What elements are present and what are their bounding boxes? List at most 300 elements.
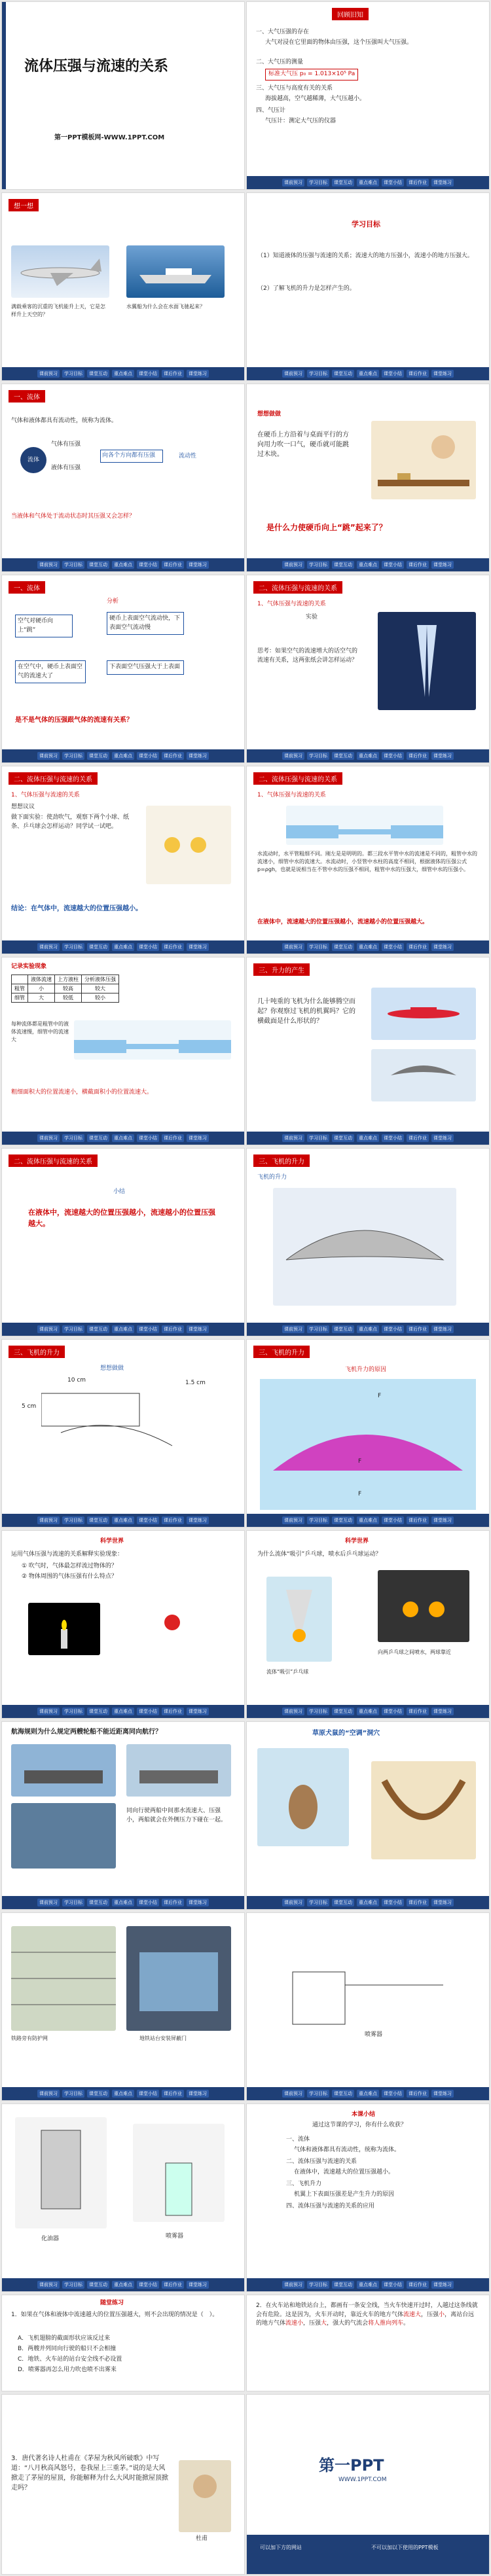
table-cell: 较小: [82, 993, 119, 1003]
wing-model-icon: [41, 1387, 185, 1459]
sprayer-diagram-icon: [273, 1933, 456, 2037]
nav-item[interactable]: 课堂练习: [431, 1708, 454, 1715]
paper-image: [378, 612, 476, 710]
nav-item[interactable]: 课堂练习: [187, 1899, 209, 1906]
record-note: 每种流体都是粗管中的液体流速慢，细管中的流速大: [11, 1021, 69, 1043]
sprayer-label: 喷雾器: [365, 2031, 383, 2038]
nav-item[interactable]: 课堂练习: [431, 2281, 454, 2289]
nav-item[interactable]: 课前预习: [282, 1134, 304, 1142]
goal-1: （1）知道液体的压强与流速的关系；流速大的地方压强小，流速小的地方压强大。: [257, 253, 473, 259]
nav-item[interactable]: 学习目标: [307, 561, 329, 569]
nav-item[interactable]: 课后作业: [407, 179, 429, 187]
nav-item[interactable]: 课堂互动: [87, 2281, 109, 2289]
nav-item[interactable]: 课前预习: [37, 2090, 60, 2098]
nav-item[interactable]: 课后作业: [162, 370, 184, 378]
fluid-question: 当液体和气体处于流动状态时其压强又会怎样？: [11, 513, 136, 520]
slide-think: [1, 192, 245, 381]
nav-item[interactable]: 课堂练习: [187, 943, 209, 951]
nav-item[interactable]: 课前预习: [282, 1899, 304, 1906]
portrait-icon: [179, 2460, 231, 2532]
boat-icon: [126, 245, 225, 298]
nav-item[interactable]: 学习目标: [307, 179, 329, 187]
nav-item[interactable]: 课堂练习: [187, 561, 209, 569]
nav-item[interactable]: 课堂互动: [332, 370, 354, 378]
balls-icon: [378, 1570, 469, 1642]
nav-item[interactable]: 重点难点: [357, 2281, 379, 2289]
slide-practice-3: [1, 2394, 245, 2575]
review-line-3: 二、大气压的测量: [256, 59, 304, 65]
ship-icon: [11, 1744, 116, 1797]
practice-opt-c: C．地铁、火车站的站台安全线不必设置: [18, 2356, 122, 2363]
nav-item[interactable]: 课堂小结: [382, 752, 404, 760]
table-cell: 较大: [82, 984, 119, 993]
nav-item[interactable]: 课堂小结: [382, 943, 404, 951]
nav-bar: [2, 1514, 244, 1527]
q-text: ，压强: [421, 2311, 439, 2318]
ball-text1: 想想议议: [11, 804, 35, 810]
nav-item[interactable]: 课后作业: [162, 2090, 184, 2098]
nav-item[interactable]: 学习目标: [307, 1134, 329, 1142]
wing-profile-icon: [273, 1188, 456, 1306]
nav-item[interactable]: 课堂小结: [382, 1899, 404, 1906]
nav-item[interactable]: 课前预习: [282, 1516, 304, 1524]
nav-item[interactable]: 课前预习: [282, 179, 304, 187]
nav-item[interactable]: 重点难点: [357, 1325, 379, 1333]
tube-text: 水流动时，水平管粗细不同。刚左是是明明的。都三段水平管中水的流速是不同的，粗管中水的流速小，细管中水的流速大。水流动时，小竖管中水柱的高度不相同，根据液体的压强公式 p=ρgh，也就是说相当在不管中水的压强不相同，粗管中水的压强大，细管中水的压强小。: [257, 851, 477, 872]
review-line-8: 气压计：测定大气压的仪器: [265, 118, 336, 124]
ship-image-2: [126, 1744, 231, 1797]
ships-text: 同向行驶两船中间那水流速大、压强小，两船就会在外侧压力下碰在一起。: [126, 1808, 227, 1823]
ball-sub: 1、气体压强与流速的关系: [11, 792, 80, 798]
nav-item[interactable]: 课后作业: [407, 370, 429, 378]
nav-item[interactable]: 课堂练习: [187, 1708, 209, 1715]
nav-item[interactable]: 课堂小结: [382, 1325, 404, 1333]
nav-bar: [247, 1705, 489, 1718]
sprayer-caption: 喷雾器: [166, 2233, 184, 2240]
nav-item[interactable]: 课堂小结: [382, 370, 404, 378]
goal-2: （2）了解飞机的升力是怎样产生的。: [257, 285, 355, 292]
nav-item[interactable]: 课堂小结: [382, 1708, 404, 1715]
nav-item[interactable]: 课堂互动: [332, 2090, 354, 2098]
nav-item[interactable]: 课堂互动: [87, 1325, 109, 1333]
nav-item[interactable]: 课堂小结: [137, 752, 159, 760]
goal-title: 学习目标: [352, 220, 380, 228]
ship-image-1: [11, 1744, 116, 1797]
science1-tag: 科学世界: [100, 1538, 124, 1545]
lift-tag: 三、升力的产生: [253, 963, 310, 976]
nav-item[interactable]: 重点难点: [357, 1134, 379, 1142]
nav-item[interactable]: 课堂小结: [137, 1708, 159, 1715]
slide-end: [246, 2394, 490, 2575]
nav-item[interactable]: 重点难点: [112, 943, 134, 951]
slide-practice-2: [246, 2295, 490, 2391]
nav-item[interactable]: 课前预习: [37, 943, 60, 951]
dim-thick: 1.5 cm: [185, 1380, 206, 1386]
nav-item[interactable]: 课前预习: [282, 1708, 304, 1715]
nav-bar: [2, 367, 244, 380]
nav-item[interactable]: 课堂互动: [332, 179, 354, 187]
coin-tag: 想想做做: [257, 411, 282, 418]
lesson-title: 本课小结: [352, 2111, 376, 2118]
slide-analysis: [1, 575, 245, 763]
liquid-pressure: 液体有压强: [51, 465, 81, 471]
nav-item[interactable]: 学习目标: [307, 1899, 329, 1906]
nav-item[interactable]: 课后作业: [162, 2281, 184, 2289]
analysis-question: 是不是气体的压强跟气体的流速有关系？: [15, 717, 133, 724]
nav-item[interactable]: 重点难点: [112, 1899, 134, 1906]
nav-item[interactable]: 课堂互动: [332, 943, 354, 951]
exp-tag: 二、流体压强与流速的关系: [253, 581, 342, 594]
nav-item[interactable]: 学习目标: [307, 1708, 329, 1715]
all-directions: 向各个方向都有压强: [100, 450, 163, 463]
nav-item[interactable]: 课堂互动: [332, 1325, 354, 1333]
nav-item[interactable]: 课堂互动: [332, 752, 354, 760]
nav-item[interactable]: 课前预习: [282, 561, 304, 569]
practice2-question: [256, 2302, 479, 2329]
person-blowing-icon: [371, 421, 476, 499]
fluid-center: 流体: [20, 447, 46, 473]
nav-item[interactable]: 课前预习: [282, 752, 304, 760]
nav-bar: [247, 2278, 489, 2291]
nav-item[interactable]: 课堂练习: [431, 561, 454, 569]
nav-item[interactable]: 学习目标: [307, 370, 329, 378]
nav-item[interactable]: 课后作业: [407, 2090, 429, 2098]
dufu-portrait: [179, 2460, 231, 2532]
nav-item[interactable]: 课后作业: [407, 943, 429, 951]
nav-item[interactable]: 重点难点: [112, 370, 134, 378]
slide-science-2: [246, 1530, 490, 1719]
slide-summary-small: [1, 1148, 245, 1336]
science1-item2: ② 物体周围的气体压强有什么特点？: [22, 1573, 117, 1580]
nav-item[interactable]: 课堂互动: [87, 2090, 109, 2098]
nav-item[interactable]: 学习目标: [62, 1899, 84, 1906]
prairie-dog-image: [257, 1748, 349, 1846]
nav-item[interactable]: 课堂练习: [431, 370, 454, 378]
nav-item[interactable]: 课堂练习: [431, 943, 454, 951]
lesson-line-4: 在液体中，流速越大的位置压强越小。: [294, 2169, 395, 2175]
review-line-1: 一、大气压强的存在: [256, 29, 310, 35]
slide-tube-exp: [246, 766, 490, 954]
answer-4: 大: [321, 2320, 327, 2327]
practice-opt-b: B．两艘并列同向行驶的船只不会相撞: [18, 2346, 117, 2352]
nav-bar: [2, 749, 244, 762]
nav-item[interactable]: 课前预习: [282, 943, 304, 951]
nav-item[interactable]: 课堂练习: [431, 1899, 454, 1906]
nav-item[interactable]: 学习目标: [62, 752, 84, 760]
dim-width: 10 cm: [67, 1377, 86, 1384]
nav-item[interactable]: 重点难点: [112, 1134, 134, 1142]
nav-item[interactable]: 重点难点: [357, 752, 379, 760]
nav-item[interactable]: 课堂小结: [137, 1325, 159, 1333]
ball-image: [146, 806, 231, 884]
table-row: [12, 993, 119, 1003]
nav-item[interactable]: 课堂互动: [87, 561, 109, 569]
nav-item[interactable]: 课前预习: [37, 370, 60, 378]
force-label-2: F: [358, 1458, 362, 1465]
nav-item[interactable]: 课后作业: [407, 1325, 429, 1333]
science2-cap1: 流体“吸引”乒乓球: [266, 1669, 309, 1675]
flowability: 流动性: [179, 453, 197, 459]
nav-item[interactable]: 课堂小结: [382, 2090, 404, 2098]
q-text: ，压强: [303, 2320, 321, 2327]
coin-image: [371, 421, 476, 499]
nav-item[interactable]: 课堂小结: [137, 1134, 159, 1142]
nav-item[interactable]: 课堂练习: [187, 752, 209, 760]
nav-item[interactable]: 课堂练习: [187, 370, 209, 378]
nav-item[interactable]: 课后作业: [162, 1708, 184, 1715]
nav-item[interactable]: 重点难点: [112, 1516, 134, 1524]
nav-item[interactable]: 课堂小结: [137, 2090, 159, 2098]
nav-item[interactable]: 课前预习: [282, 1325, 304, 1333]
nav-item[interactable]: 课前预习: [37, 1899, 60, 1906]
fence-icon: [11, 1926, 116, 2031]
nav-item[interactable]: 课堂互动: [332, 1516, 354, 1524]
nav-item[interactable]: 课前预习: [37, 1134, 60, 1142]
nav-item[interactable]: 课堂互动: [332, 1134, 354, 1142]
nav-item[interactable]: 课堂互动: [87, 1134, 109, 1142]
slide-lift-reason: [246, 1339, 490, 1528]
gas-pressure: 气体有压强: [51, 441, 81, 448]
lift-diagram-icon: [260, 1379, 476, 1510]
nav-item[interactable]: 课堂小结: [137, 1899, 159, 1906]
analysis-d: 下表面空气压强大于上表面: [107, 660, 184, 675]
nav-item[interactable]: 课后作业: [407, 561, 429, 569]
slide-paper-exp: [246, 575, 490, 763]
nav-item[interactable]: 课后作业: [407, 752, 429, 760]
nav-item[interactable]: 课堂小结: [382, 179, 404, 187]
slide-fluid: [1, 384, 245, 572]
nav-item[interactable]: 重点难点: [357, 370, 379, 378]
nav-item[interactable]: 课堂小结: [382, 1134, 404, 1142]
nav-item[interactable]: 学习目标: [307, 752, 329, 760]
water-balls-image: [378, 1570, 469, 1642]
analysis-b: 硬币上表面空气流动快，下表面空气流动慢: [107, 612, 184, 635]
nav-item[interactable]: 课堂互动: [332, 1899, 354, 1906]
nav-item[interactable]: 课前预习: [282, 2090, 304, 2098]
nav-item[interactable]: 课堂练习: [187, 1134, 209, 1142]
nav-item[interactable]: 重点难点: [357, 1516, 379, 1524]
nav-item[interactable]: 学习目标: [62, 370, 84, 378]
nav-item[interactable]: 课堂练习: [187, 1516, 209, 1524]
nav-bar: [247, 1896, 489, 1909]
platform-door-icon: [126, 1926, 231, 2031]
nav-item[interactable]: 课堂练习: [431, 752, 454, 760]
nav-item[interactable]: 课堂互动: [87, 752, 109, 760]
nav-item[interactable]: 课堂练习: [431, 179, 454, 187]
nav-item[interactable]: 课堂练习: [431, 1325, 454, 1333]
nav-item[interactable]: 课堂练习: [187, 2090, 209, 2098]
nav-item[interactable]: 重点难点: [357, 943, 379, 951]
prairie-tag: 草原犬鼠的“空调”洞穴: [312, 1730, 380, 1737]
force-label-3: F: [358, 1491, 362, 1497]
nav-item[interactable]: 课后作业: [162, 1325, 184, 1333]
reason-sub: 飞机升力的原因: [345, 1367, 387, 1373]
nav-item[interactable]: 学习目标: [307, 1325, 329, 1333]
nav-item[interactable]: 课后作业: [162, 561, 184, 569]
candle-image: [28, 1603, 100, 1655]
nav-bar: [2, 1896, 244, 1909]
review-tag: 回顾旧知: [332, 8, 369, 20]
wing-image: [273, 1188, 456, 1306]
nav-bar: [247, 1514, 489, 1527]
answer-2: 小: [439, 2311, 445, 2318]
nav-item[interactable]: 课堂互动: [87, 1708, 109, 1715]
nav-item[interactable]: 课前预习: [37, 561, 60, 569]
pipe-icon: [74, 1020, 231, 1060]
table-cell: 大: [28, 993, 55, 1003]
slide-lift: [246, 957, 490, 1145]
lesson-line-7: 四、流体压强与流速的关系的应用: [286, 2203, 375, 2209]
nav-item[interactable]: 学习目标: [62, 2090, 84, 2098]
brand-url: WWW.1PPT.COM: [338, 2477, 387, 2483]
nav-item[interactable]: 课后作业: [162, 943, 184, 951]
nav-item[interactable]: 重点难点: [357, 561, 379, 569]
nav-item[interactable]: 重点难点: [112, 752, 134, 760]
table-cell: 液体流速: [28, 975, 55, 984]
nav-item[interactable]: 重点难点: [357, 2090, 379, 2098]
slide-title: [1, 1, 245, 190]
nav-item[interactable]: 课堂小结: [137, 1516, 159, 1524]
lesson-sub: 通过这节课的学习，你有什么收获？: [312, 2122, 407, 2128]
practice3-question: 3．唐代著名诗人杜甫在《茅屋为秋风所破歌》中写道：“八月秋高风怒号，卷我屋上三重茅。”说的是大风掀走了茅屋的屋顶，你能解释为什么大风时能掀屋顶掀走吗？: [11, 2455, 168, 2492]
nav-item[interactable]: 学习目标: [62, 1708, 84, 1715]
nav-item[interactable]: 课后作业: [407, 1899, 429, 1906]
nav-item[interactable]: 课堂互动: [87, 370, 109, 378]
nav-item[interactable]: 重点难点: [357, 1899, 379, 1906]
lesson-line-6: 机翼上下表面压强差是产生升力的原因: [294, 2191, 395, 2198]
nav-item[interactable]: 重点难点: [357, 1708, 379, 1715]
nav-item[interactable]: 重点难点: [112, 561, 134, 569]
ball-icon: [133, 1596, 211, 1662]
nav-bar: [247, 749, 489, 762]
lesson-line-2: 气体和液体都具有流动性，统称为流体。: [294, 2147, 401, 2153]
carburetor-caption: 化油器: [41, 2236, 60, 2242]
slide-carburetor: [1, 2103, 245, 2292]
nav-item[interactable]: 重点难点: [112, 2090, 134, 2098]
nav-item[interactable]: 学习目标: [307, 2281, 329, 2289]
nav-item[interactable]: 课前预习: [282, 2281, 304, 2289]
nav-item[interactable]: 课堂互动: [332, 2281, 354, 2289]
carburetor-icon: [15, 2117, 107, 2228]
nav-item[interactable]: 课前预习: [37, 1325, 60, 1333]
nav-item[interactable]: 课后作业: [162, 1134, 184, 1142]
nav-item[interactable]: 课堂小结: [137, 2281, 159, 2289]
ship-image-3: [11, 1803, 116, 1869]
fluid-tag: 一、流体: [9, 390, 45, 402]
nav-item[interactable]: 重点难点: [112, 2281, 134, 2289]
slide-rail: [1, 1912, 245, 2101]
nav-item[interactable]: 课后作业: [162, 1516, 184, 1524]
nav-item[interactable]: 课堂互动: [332, 1708, 354, 1715]
lesson-line-5: 三、飞机升力: [286, 2181, 322, 2187]
nav-item[interactable]: 学习目标: [62, 1516, 84, 1524]
nav-item[interactable]: 课后作业: [162, 1899, 184, 1906]
exp-text: 思考：如果空气的流速增大的话空气的流速有关系，这两张纸会讲怎样运动？: [257, 648, 358, 664]
nav-bar: [2, 940, 244, 954]
nav-item[interactable]: 课后作业: [407, 2281, 429, 2289]
nav-item[interactable]: 课堂互动: [332, 561, 354, 569]
nav-item[interactable]: 学习目标: [62, 561, 84, 569]
nav-item[interactable]: 重点难点: [112, 1325, 134, 1333]
standard-pressure: 标准大气压 p₀ = 1.013×10⁵ Pa: [265, 69, 358, 80]
slide-science-1: [1, 1530, 245, 1719]
wing-sub: 飞机的升力: [257, 1174, 287, 1181]
site-url: 第一PPT模板网-WWW.1PPT.COM: [54, 134, 165, 141]
nav-item[interactable]: 课堂小结: [382, 2281, 404, 2289]
nav-item[interactable]: 重点难点: [357, 179, 379, 187]
nav-item[interactable]: 学习目标: [307, 1516, 329, 1524]
nav-item[interactable]: 课堂练习: [431, 2090, 454, 2098]
fence-caption: 铁路旁有防护网: [11, 2035, 48, 2041]
table-cell: 细管: [12, 993, 28, 1003]
nav-item[interactable]: 课后作业: [407, 1708, 429, 1715]
slide-lesson-summary: [246, 2103, 490, 2292]
nav-item[interactable]: 课堂小结: [137, 561, 159, 569]
tube-tag: 二、流体压强与流速的关系: [253, 772, 342, 785]
nav-bar: [247, 176, 489, 189]
nav-item[interactable]: 课后作业: [407, 1516, 429, 1524]
science2-text: 为什么流体“吸引”乒乓球，喷水后乒乓球运动？: [257, 1551, 382, 1558]
nav-item[interactable]: 课堂互动: [87, 943, 109, 951]
nav-item[interactable]: 学习目标: [62, 1325, 84, 1333]
table-cell: 较低: [55, 993, 82, 1003]
nav-item[interactable]: 课堂互动: [87, 1899, 109, 1906]
nav-bar: [247, 940, 489, 954]
lift-text: 几十吨重的飞机为什么能够腾空而起？你观察过飞机的机翼吗？它的横截面是什么形状的？: [257, 998, 355, 1025]
nav-item[interactable]: 课堂练习: [187, 2281, 209, 2289]
record-tag: 记录实验现象: [11, 963, 47, 970]
nav-item[interactable]: 学习目标: [307, 2090, 329, 2098]
nav-item[interactable]: 重点难点: [112, 1708, 134, 1715]
nav-item[interactable]: 课堂小结: [137, 370, 159, 378]
nav-item[interactable]: 课堂小结: [137, 943, 159, 951]
nav-item[interactable]: 课堂练习: [431, 1134, 454, 1142]
nav-item[interactable]: 课前预习: [37, 1516, 60, 1524]
nav-item[interactable]: 学习目标: [62, 2281, 84, 2289]
review-line-2: 大气对浸在它里面的物体由压强，这个压强叫大气压强。: [265, 39, 413, 46]
summary-conclusion: 在液体中，流速越大的位置压强越小，流速越小的位置压强越大。: [28, 1208, 215, 1228]
nav-item[interactable]: 学习目标: [62, 1134, 84, 1142]
nav-item[interactable]: 学习目标: [307, 943, 329, 951]
nav-item[interactable]: 课后作业: [162, 752, 184, 760]
q-text: ，离站台远的地方气体: [256, 2311, 475, 2327]
burrow-image: [371, 1761, 476, 1859]
slide-ships: [1, 1721, 245, 1910]
burrow-icon: [371, 1761, 476, 1859]
nav-item[interactable]: 课堂练习: [187, 1325, 209, 1333]
practice-title: 随堂练习: [100, 2300, 124, 2306]
nav-item[interactable]: 课堂小结: [382, 561, 404, 569]
slide-ball-exp: [1, 766, 245, 954]
nav-item[interactable]: 课后作业: [407, 1134, 429, 1142]
nav-item[interactable]: 课前预习: [282, 370, 304, 378]
nav-item[interactable]: 课前预习: [37, 1708, 60, 1715]
analysis-tag: 一、流体: [9, 581, 45, 594]
nav-item[interactable]: 学习目标: [62, 943, 84, 951]
slide-sprayer: [246, 1912, 490, 2101]
boat-image: [126, 245, 225, 298]
fence-image: [11, 1926, 116, 2031]
nav-item[interactable]: 课前预习: [37, 752, 60, 760]
nav-item[interactable]: 课堂练习: [431, 1516, 454, 1524]
nav-item[interactable]: 课堂互动: [87, 1516, 109, 1524]
nav-bar: [2, 1132, 244, 1145]
nav-bar: [2, 1705, 244, 1718]
science1-item1: ① 吹气时，气体最怎样流过物体的？: [22, 1563, 117, 1569]
table-cell: 粗管: [12, 984, 28, 993]
nav-item[interactable]: 课堂小结: [382, 1516, 404, 1524]
nav-item[interactable]: 课前预习: [37, 2281, 60, 2289]
